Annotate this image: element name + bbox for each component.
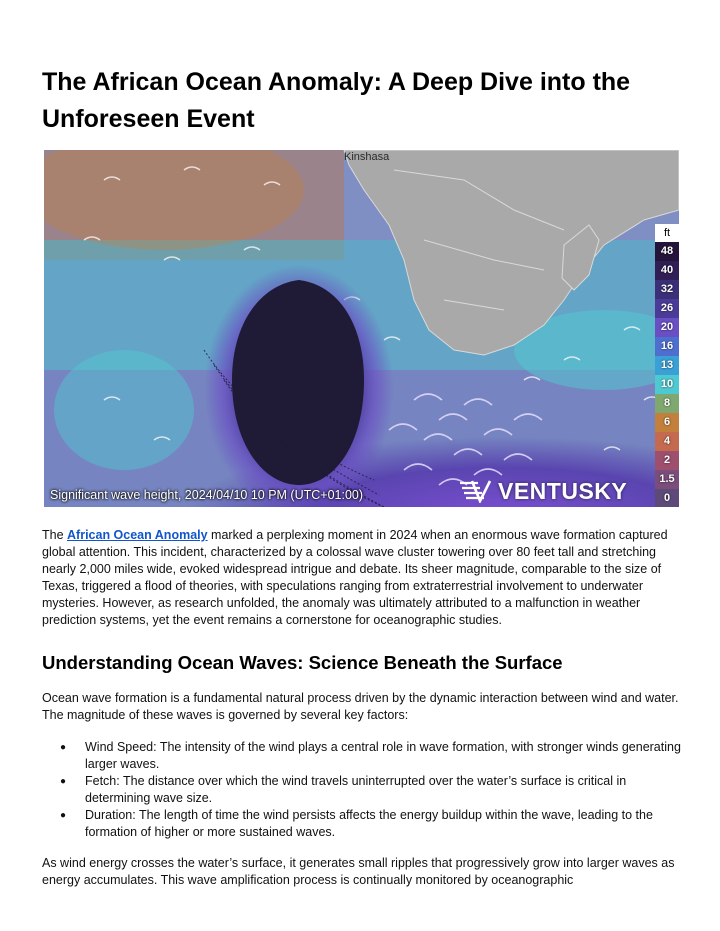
list-item (42, 807, 682, 841)
legend-swatch: 32 (655, 280, 679, 299)
legend-swatch: 16 (655, 337, 679, 356)
ventusky-wordmark: VENTUSKY (498, 477, 628, 504)
list-item (42, 773, 682, 807)
ocean-map-graphic (44, 150, 679, 507)
intro-paragraph (42, 527, 682, 629)
legend-unit: ft (663, 227, 671, 239)
bullet-icon: ● (60, 776, 67, 787)
list-item-text: Wind Speed: The intensity of the wind plays a central role in wave formation, with stronger winds generating larger waves. (85, 740, 681, 771)
legend-swatch: 13 (655, 356, 679, 375)
list-item-text: Fetch: The distance over which the wind travels uninterrupted over the water’s surface is critical in determining wave size. (85, 774, 627, 805)
legend-swatch: 10 (655, 375, 679, 394)
legend-swatch: 8 (655, 394, 679, 413)
city-label: Kinshasa (344, 151, 390, 163)
legend-swatch: 0 (655, 489, 679, 507)
map-caption: Significant wave height, 2024/04/10 10 PM (UTC+01:00) (50, 488, 364, 502)
legend-swatch: 20 (655, 318, 679, 337)
legend-swatch: 40 (655, 261, 679, 280)
closing-paragraph: As wind energy crosses the water’s surface, it generates small ripples that progressively grow into larger waves as energy accumulates. This wave amplification process is continually monitored by oceanographic (42, 856, 675, 887)
bullet-icon: ● (60, 742, 67, 753)
legend-swatch: 2 (655, 451, 679, 470)
section-intro-paragraph: Ocean wave formation is a fundamental natural process driven by the dynamic interaction between wind and water. The magnitude of these waves is governed by several key factors: (42, 691, 679, 722)
legend-swatch: 48 (655, 242, 679, 261)
african-ocean-anomaly-link[interactable]: African Ocean Anomaly (67, 528, 208, 542)
ventusky-logo (458, 477, 627, 505)
list-item (42, 739, 682, 773)
intro-body: marked a perplexing moment in 2024 when an enormous wave formation captured global attention. This incident, characterized by a colossal wave cluster towering over 80 feet tall and stretching nearly 2,000 miles wide, evoked widespread intrigue and debate. Its sheer magnitude, comparable to the size of Texas, triggered a flood of theories, with speculations ranging from extraterrestrial involvement to underwater mysteries. However, as research unfolded, the anomaly was ultimately attributed to a malfunction in weather prediction systems, yet the event remains a cornerstone for oceanographic studies. (42, 528, 668, 627)
legend-swatch: 6 (655, 413, 679, 432)
legend-swatch: 4 (655, 432, 679, 451)
intro-lead: The (42, 528, 68, 542)
wave-height-legend (655, 224, 679, 507)
page-title: The African Ocean Anomaly: A Deep Dive into the Unforeseen Event (42, 68, 631, 133)
wave-factors-list (42, 739, 682, 841)
bullet-icon: ● (60, 810, 67, 821)
wave-height-map-image (44, 150, 679, 507)
legend-swatch: 26 (655, 299, 679, 318)
section-heading: Understanding Ocean Waves: Science Beneath the Surface (42, 652, 563, 673)
ventusky-mark-icon (458, 479, 492, 503)
list-item-text: Duration: The length of time the wind persists affects the energy buildup within the wave, leading to the formation of higher or more sustained waves. (85, 808, 653, 839)
legend-swatch: 1.5 (655, 470, 679, 489)
